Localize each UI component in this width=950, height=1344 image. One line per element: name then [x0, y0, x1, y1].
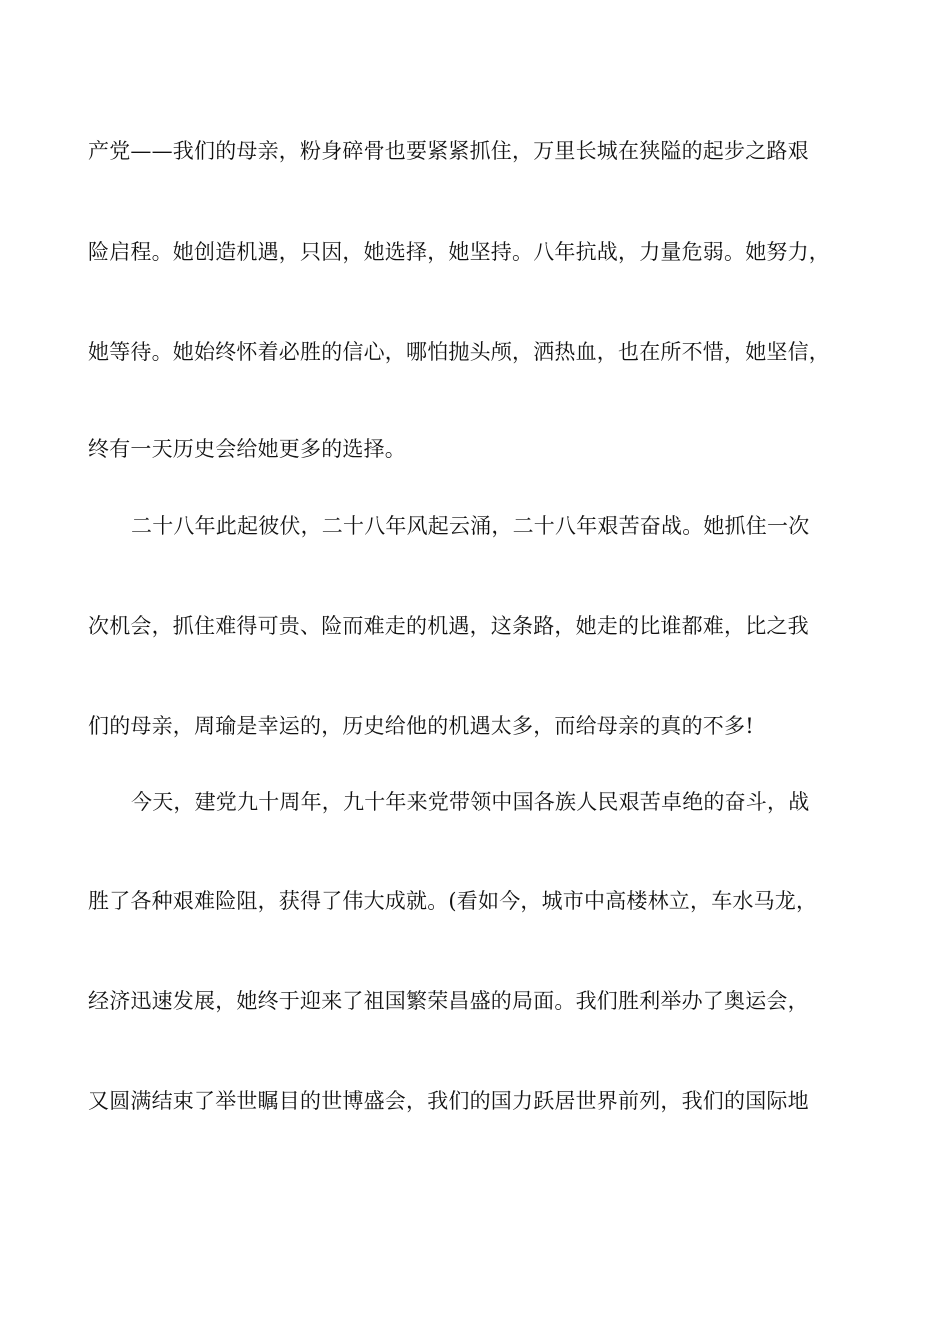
text-line-7: 们的母亲，周瑜是幸运的，历史给他的机遇太多，而给母亲的真的不多!: [88, 714, 754, 738]
text-line-6: 次机会，抓住难得可贵、险而难走的机遇，这条路，她走的比谁都难，比之我: [88, 614, 809, 638]
text-line-5: 二十八年此起彼伏，二十八年风起云涌，二十八年艰苦奋战。她抓住一次: [131, 514, 810, 538]
text-line-2: 险启程。她创造机遇，只因，她选择，她坚持。八年抗战，力量危弱。她努力，: [88, 240, 830, 264]
text-line-11: 又圆满结束了举世瞩目的世博盛会，我们的国力跃居世界前列，我们的国际地: [88, 1089, 809, 1113]
text-line-4: 终有一天历史会给她更多的选择。: [88, 437, 406, 461]
text-line-1: 产党——我们的母亲，粉身碎骨也要紧紧抓住，万里长城在狭隘的起步之路艰: [88, 139, 809, 163]
text-line-10: 经济迅速发展，她终于迎来了祖国繁荣昌盛的局面。我们胜利举办了奥运会，: [88, 989, 809, 1013]
text-line-3: 她等待。她始终怀着必胜的信心，哪怕抛头颅，洒热血，也在所不惜，她坚信，: [88, 340, 830, 364]
text-line-9: 胜了各种艰难险阻，获得了伟大成就。(看如今，城市中高楼林立，车水马龙，: [88, 889, 818, 913]
text-line-8: 今天，建党九十周年，九十年来党带领中国各族人民艰苦卓绝的奋斗，战: [131, 790, 810, 814]
